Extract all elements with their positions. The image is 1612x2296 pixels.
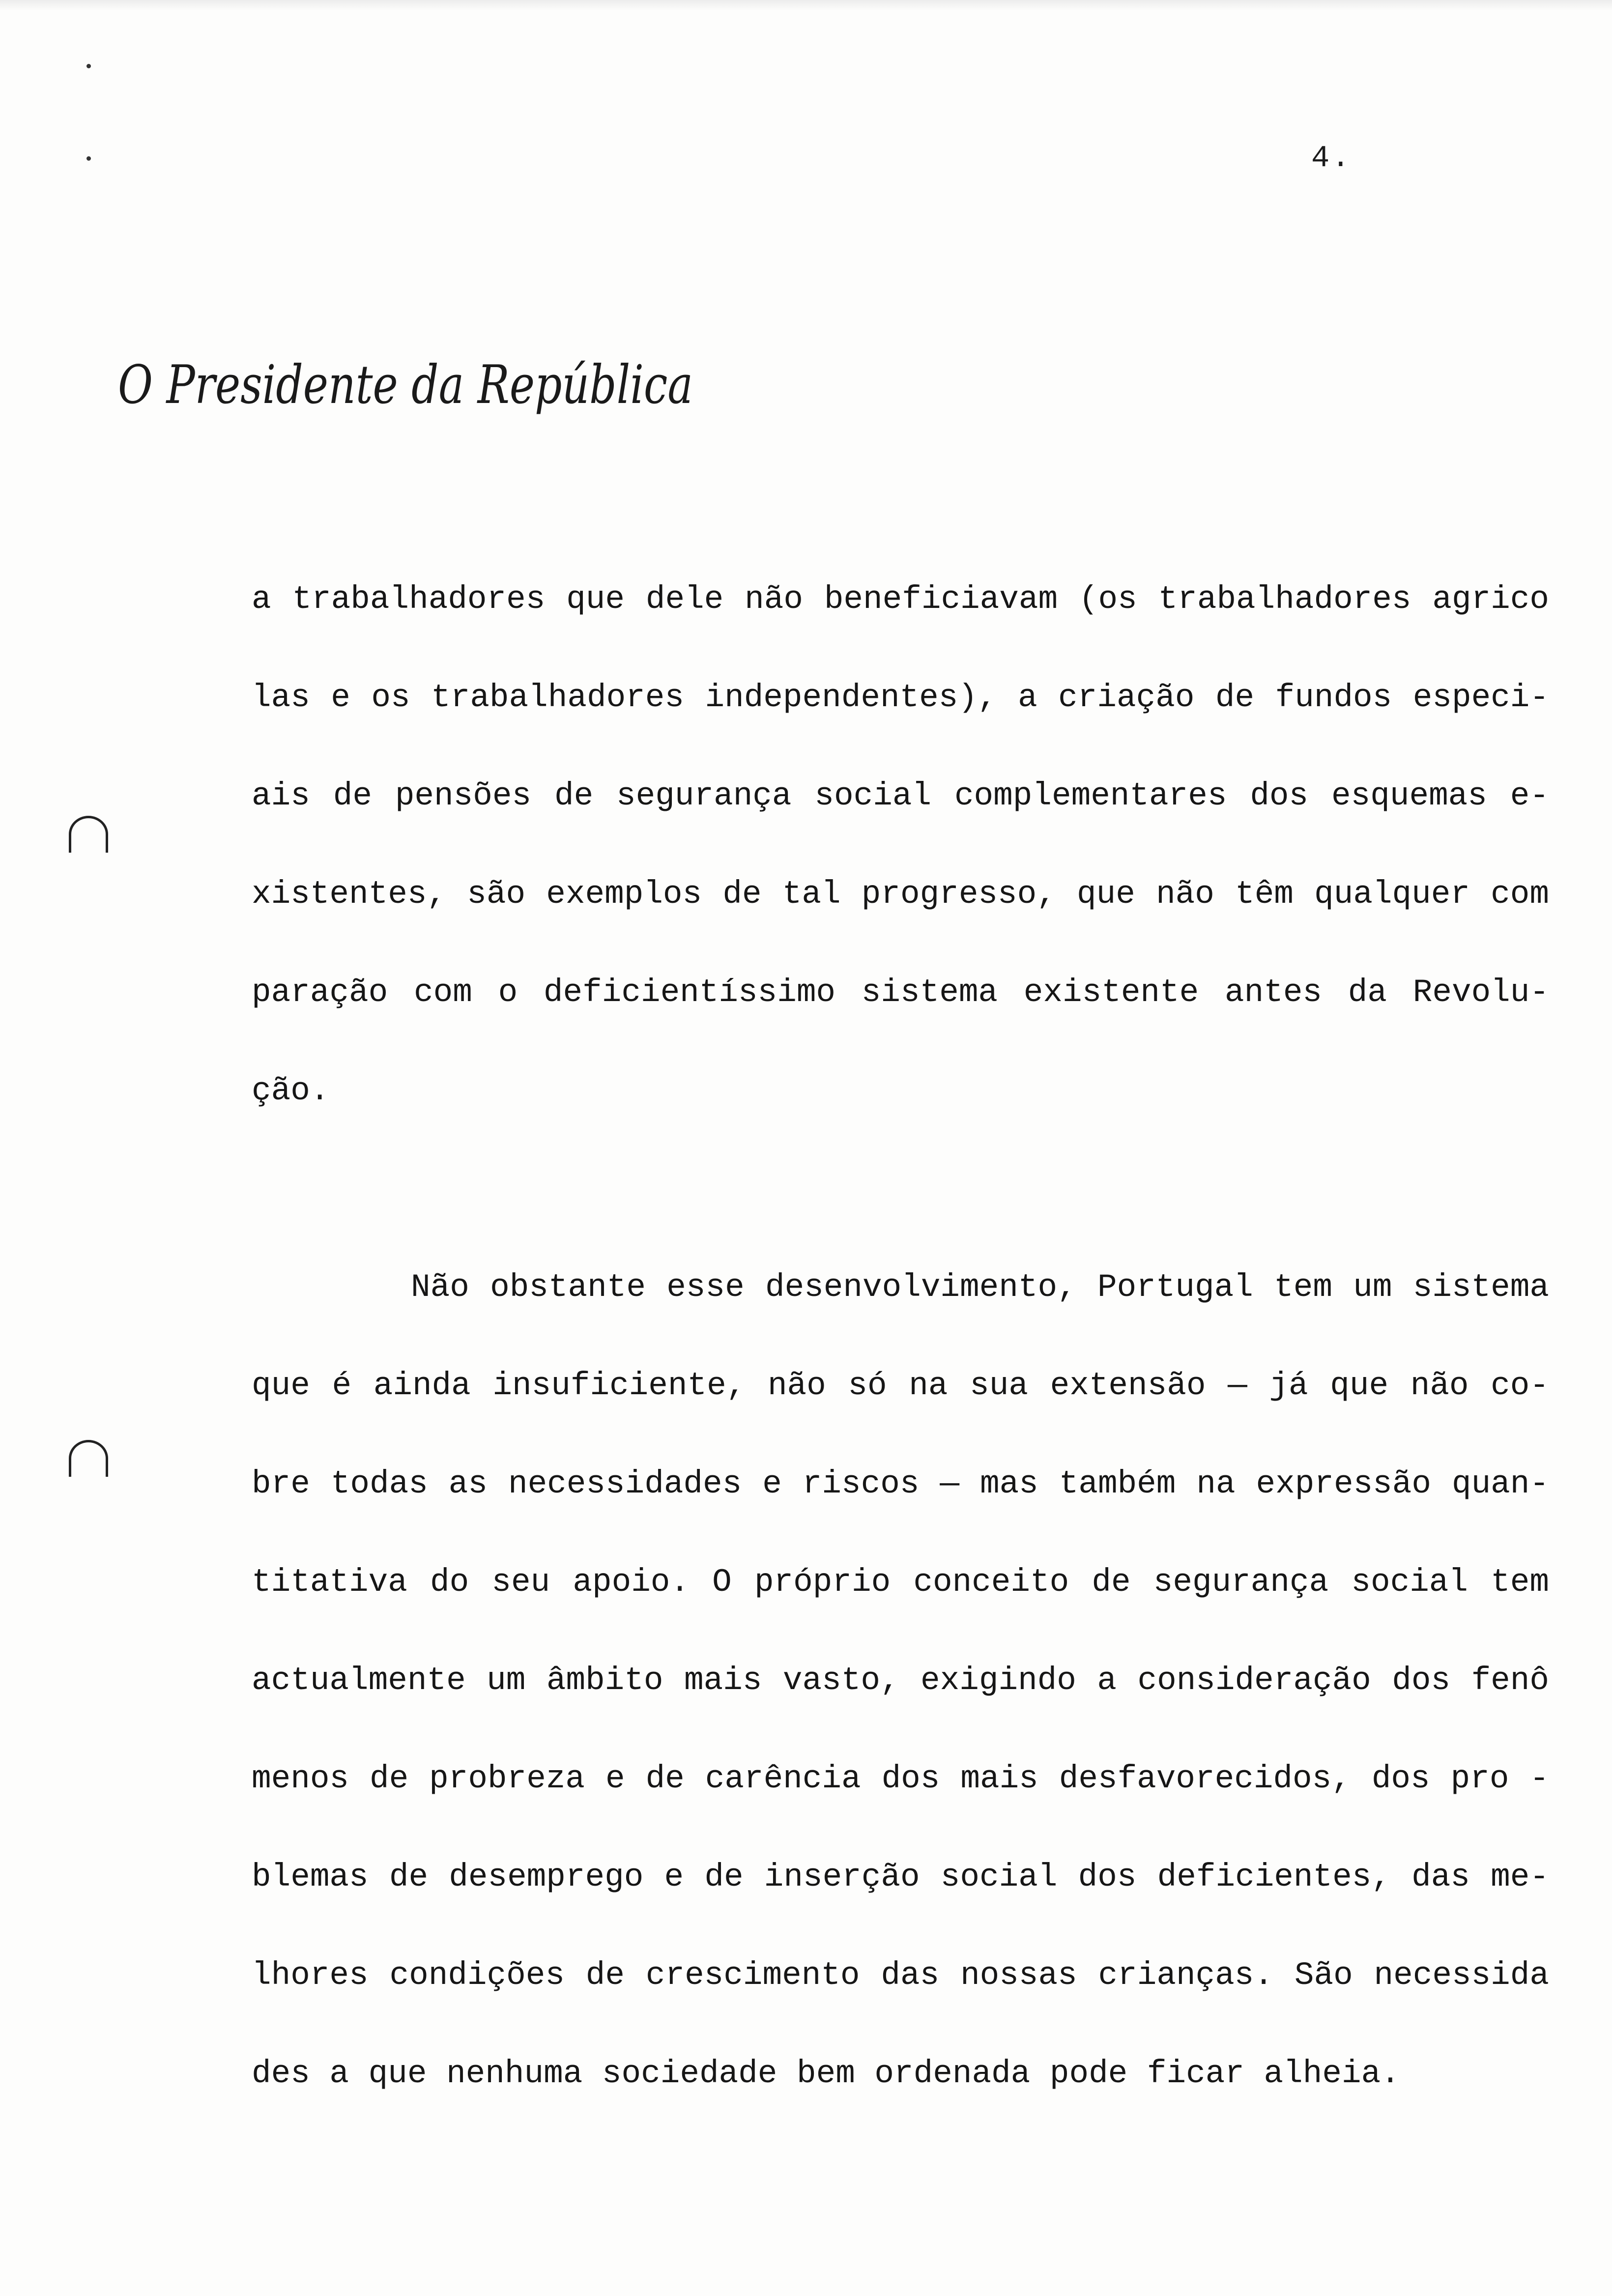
text-line: las e os trabalhadores independentes), a criação de fundos especi- xyxy=(252,679,1549,716)
text-line: titativa do seu apoio. O próprio conceito de segurança social tem xyxy=(252,1564,1549,1601)
paragraph-2 xyxy=(252,1258,1549,2143)
text-line: blemas de desemprego e de inserção social dos deficientes, das me- xyxy=(252,1859,1549,1895)
text-line: lhores condições de crescimento das nossas crianças. São necessida xyxy=(252,1957,1549,1994)
text-line: que é ainda insuficiente, não só na sua extensão — já que não co- xyxy=(252,1367,1549,1404)
punch-hole-mark xyxy=(69,816,108,853)
text-line: xistentes, são exemplos de tal progresso, que não têm qualquer com xyxy=(252,876,1549,913)
text-line: ais de pensões de segurança social complementares dos esquemas e- xyxy=(252,777,1549,814)
text-line: Não obstante esse desenvolvimento, Portugal tem um sistema xyxy=(411,1269,1549,1306)
page-number: 4. xyxy=(1311,141,1352,175)
letterhead-script xyxy=(113,339,703,437)
text-line: bre todas as necessidades e riscos — mas também na expressão quan- xyxy=(252,1465,1549,1502)
scan-dot-mark xyxy=(86,64,91,68)
scan-dot-mark xyxy=(86,156,91,161)
text-line: paração com o deficientíssimo sistema existente antes da Revolu- xyxy=(252,974,1549,1011)
scan-top-edge xyxy=(0,0,1612,11)
text-line: menos de probreza e de carência dos mais desfavorecidos, dos pro - xyxy=(252,1760,1549,1797)
text-line: a trabalhadores que dele não beneficiavam (os trabalhadores agrico xyxy=(252,581,1549,618)
body-text xyxy=(252,570,1549,2143)
paragraph-gap xyxy=(252,1160,1549,1258)
letterhead-text: O Presidente da República xyxy=(118,354,693,416)
text-line: des a que nenhuma sociedade bem ordenada pode ficar alheia. xyxy=(252,2055,1400,2092)
text-line: actualmente um âmbito mais vasto, exigindo a consideração dos fenô xyxy=(252,1662,1549,1699)
punch-hole-mark xyxy=(69,1440,108,1477)
text-line: ção. xyxy=(252,1072,330,1109)
paragraph-1 xyxy=(252,570,1549,1160)
